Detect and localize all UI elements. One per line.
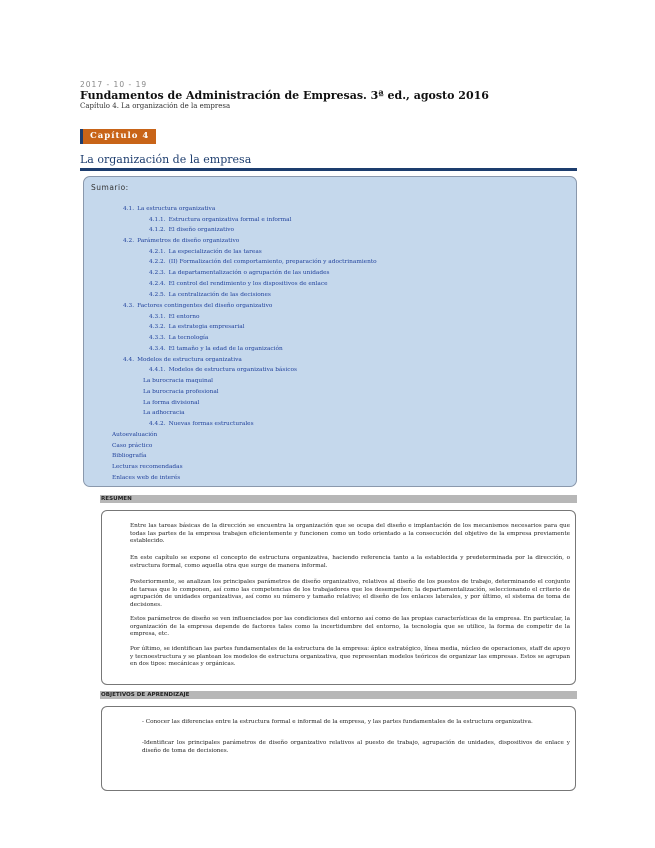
objetivo-item: -Identificar los principales parámetros de diseño organizativo relativos al puesto de trabajo, agrupación de unidades, dispositivos de enlace y diseño de toma de decisiones.	[142, 740, 570, 754]
toc-link[interactable]: La forma divisional	[143, 400, 200, 406]
summary-box	[83, 176, 577, 487]
toc-link[interactable]: 4.1.2. El diseño organizativo	[149, 227, 235, 233]
resumen-paragraph: Posteriormente, se analizan los principales parámetros de diseño organizativo, relativos al diseño de los puestos de trabajo, determinando el conjunto de tareas que lo componen, así como las competencias de los trabajadores que los desempeñen; la departamentalización, seleccionando el criterio de agrupación de unidades organizativas, así como su número y tamaño relativo; el diseño de los enlaces laterales, y por último, el sistema de toma de decisiones.	[130, 579, 570, 608]
resumen-paragraph: Estos parámetros de diseño se ven influenciados por las condiciones del entorno así como de las propias características de la empresa. En particular, la organización de la empresa depende de factores tales como la incertidumbre del entorno, la tecnología que se utilice, la forma de competir de la empresa, etc.	[130, 616, 570, 638]
book-title: Fundamentos de Administración de Empresas. 3ª ed., agosto 2016	[80, 89, 489, 102]
toc-link[interactable]: Bibliografía	[112, 453, 147, 459]
chapter-title: La organización de la empresa	[80, 153, 252, 166]
document-date: 2017 - 10 - 19	[80, 80, 148, 89]
toc-link[interactable]: 4.2.4. El control del rendimiento y los dispositivos de enlace	[149, 281, 328, 287]
toc-link[interactable]: 4.2.1. La especialización de las tareas	[149, 249, 262, 255]
toc-link[interactable]: 4.4. Modelos de estructura organizativa	[123, 357, 242, 363]
toc-link[interactable]: 4.2.3. La departamentalización o agrupación de las unidades	[149, 270, 330, 276]
toc-link[interactable]: La adhocracia	[143, 410, 185, 416]
chapter-label-badge: Capítulo 4	[80, 129, 156, 144]
objetivos-header: OBJETIVOS DE APRENDIZAJE	[100, 691, 577, 699]
resumen-box	[101, 510, 576, 685]
toc-link[interactable]: 4.4.2. Nuevas formas estructurales	[149, 421, 254, 427]
resumen-paragraph: En este capítulo se expone el concepto de estructura organizativa, haciendo referencia tanto a la establecida y predeterminada por la dirección, o estructura formal, como aquella otra que surge de manera informal.	[130, 555, 570, 569]
summary-label: Sumario:	[91, 183, 129, 192]
toc-link[interactable]: 4.3.1. El entorno	[149, 314, 200, 320]
resumen-header: RESUMEN	[100, 495, 577, 503]
toc-link[interactable]: 4.3.4. El tamaño y la edad de la organización	[149, 346, 283, 352]
toc-link[interactable]: 4.3. Factores contingentes del diseño organizativo	[123, 303, 273, 309]
resumen-paragraph: Por último, se identifican las partes fundamentales de la estructura de la empresa: ápice estratégico, línea media, núcleo de operaciones, staff de apoyo y tecnoestructura y se plantean los modelos de estructura organizativa, que representan modelos teóricos de organizar las empresas. Estos se agrupan en dos tipos: mecánicas y orgánicas.	[130, 646, 570, 668]
toc-link[interactable]: 4.4.1. Modelos de estructura organizativa básicos	[149, 367, 297, 373]
toc-link[interactable]: Enlaces web de interés	[112, 475, 181, 481]
toc-link[interactable]: La burocracia maquinal	[143, 378, 214, 384]
objetivo-item: - Conocer las diferencias entre la estructura formal e informal de la empresa, y las partes fundamentales de la estructura organizativa.	[142, 719, 533, 725]
chapter-divider	[80, 168, 577, 171]
toc-link[interactable]: Lecturas recomendadas	[112, 464, 183, 470]
toc-link[interactable]: Caso práctico	[112, 443, 153, 449]
toc-link[interactable]: 4.2. Parámetros de diseño organizativo	[123, 238, 240, 244]
toc-link[interactable]: 4.1. La estructura organizativa	[123, 206, 216, 212]
toc-link[interactable]: 4.2.5. La centralización de las decisiones	[149, 292, 271, 298]
resumen-paragraph: Entre las tareas básicas de la dirección se encuentra la organización que se ocupa del diseño e implantación de los mecanismos necesarios para que todas las partes de la empresa trabajen eficientemente y funcionen como un todo orientado a la consecución del objetivo de la empresa previamente establecido.	[130, 523, 570, 545]
toc-link[interactable]: 4.3.3. La tecnología	[149, 335, 209, 341]
toc-link[interactable]: La burocracia profesional	[143, 389, 219, 395]
toc-link[interactable]: Autoevaluación	[112, 432, 158, 438]
toc-link[interactable]: 4.1.1. Estructura organizativa formal e informal	[149, 217, 292, 223]
chapter-reference: Capítulo 4. La organización de la empresa	[80, 102, 231, 110]
toc-link[interactable]: 4.2.2. (II) Formalización del comportamiento, preparación y adoctrinamiento	[149, 259, 377, 265]
objetivos-box	[101, 706, 576, 791]
toc-link[interactable]: 4.3.2. La estrategia empresarial	[149, 324, 245, 330]
